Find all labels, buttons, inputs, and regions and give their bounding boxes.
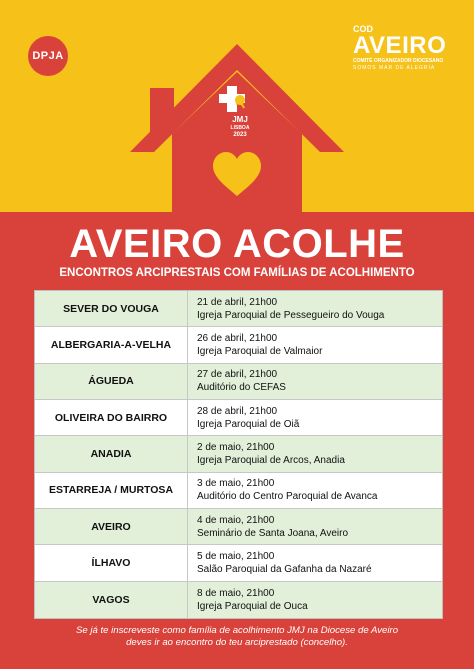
event-place: AVEIRO <box>35 509 188 544</box>
event-date: 21 de abril, 21h00 <box>197 296 278 308</box>
event-place: SEVER DO VOUGA <box>35 291 188 326</box>
table-row <box>35 364 442 400</box>
event-place: ÁGUEDA <box>35 364 188 399</box>
table-row <box>35 509 442 545</box>
event-info <box>188 364 442 399</box>
event-date: 28 de abril, 21h00 <box>197 405 278 417</box>
event-venue: Auditório do CEFAS <box>197 382 286 394</box>
event-info <box>188 327 442 362</box>
event-date: 27 de abril, 21h00 <box>197 369 278 381</box>
jmj-logo-text-lisboa: LISBOA <box>230 125 250 131</box>
event-info <box>188 473 442 508</box>
dpja-logo-text: DPJA <box>32 50 64 62</box>
event-info <box>188 582 442 618</box>
footer-note <box>0 625 474 649</box>
table-row <box>35 473 442 509</box>
footer-line-2: deves ir ao encontro do teu arciprestado (concelho). <box>126 637 348 648</box>
event-place: ALBERGARIA-A-VELHA <box>35 327 188 362</box>
event-info <box>188 400 442 435</box>
page-title: AVEIRO ACOLHE <box>69 222 405 266</box>
event-venue: Igreja Paroquial de Pessegueiro do Vouga <box>197 309 385 321</box>
event-venue: Seminário de Santa Joana, Aveiro <box>197 527 349 539</box>
house-illustration <box>0 0 474 230</box>
table-row <box>35 291 442 327</box>
event-place: OLIVEIRA DO BAIRRO <box>35 400 188 435</box>
table-row <box>35 400 442 436</box>
cod-motto: SOMOS MAR DE ALEGRIA <box>353 65 436 71</box>
event-venue: Igreja Paroquial de Valmaior <box>197 345 323 357</box>
events-table <box>34 290 443 619</box>
cod-aveiro: AVEIRO <box>353 32 447 59</box>
event-info <box>188 291 442 326</box>
page-subtitle: ENCONTROS ARCIPRESTAIS COM FAMÍLIAS DE ACOLHIMENTO <box>59 267 415 279</box>
event-place: ANADIA <box>35 436 188 471</box>
jmj-logo-text-jmj: JMJ <box>232 115 248 124</box>
event-info <box>188 509 442 544</box>
table-row <box>35 327 442 363</box>
event-date: 3 de maio, 21h00 <box>197 478 275 490</box>
event-venue: Igreja Paroquial de Arcos, Anadia <box>197 454 345 466</box>
event-date: 26 de abril, 21h00 <box>197 332 278 344</box>
event-place: ÍLHAVO <box>35 545 188 580</box>
event-date: 5 de maio, 21h00 <box>197 550 275 562</box>
event-info <box>188 436 442 471</box>
cod-subtitle: COMITÉ ORGANIZADOR DIOCESANO <box>353 58 444 64</box>
event-date: 4 de maio, 21h00 <box>197 514 275 526</box>
table-row <box>35 436 442 472</box>
jmj-logo-text-year: 2023 <box>233 132 247 138</box>
event-venue: Igreja Paroquial de Oiã <box>197 418 300 430</box>
event-info <box>188 545 442 580</box>
event-date: 8 de maio, 21h00 <box>197 587 275 599</box>
footer-line-1: Se já te inscreveste como família de acolhimento JMJ na Diocese de Aveiro <box>75 625 399 636</box>
event-place: ESTARREJA / MURTOSA <box>35 473 188 508</box>
event-place: VAGOS <box>35 582 188 618</box>
event-venue: Salão Paroquial da Gafanha da Nazaré <box>197 563 372 575</box>
table-row <box>35 545 442 581</box>
event-date: 2 de maio, 21h00 <box>197 441 275 453</box>
table-row <box>35 582 442 618</box>
event-venue: Igreja Paroquial de Ouca <box>197 600 308 612</box>
event-venue: Auditório do Centro Paroquial de Avanca <box>197 491 378 503</box>
cod-label: COD <box>353 24 373 34</box>
